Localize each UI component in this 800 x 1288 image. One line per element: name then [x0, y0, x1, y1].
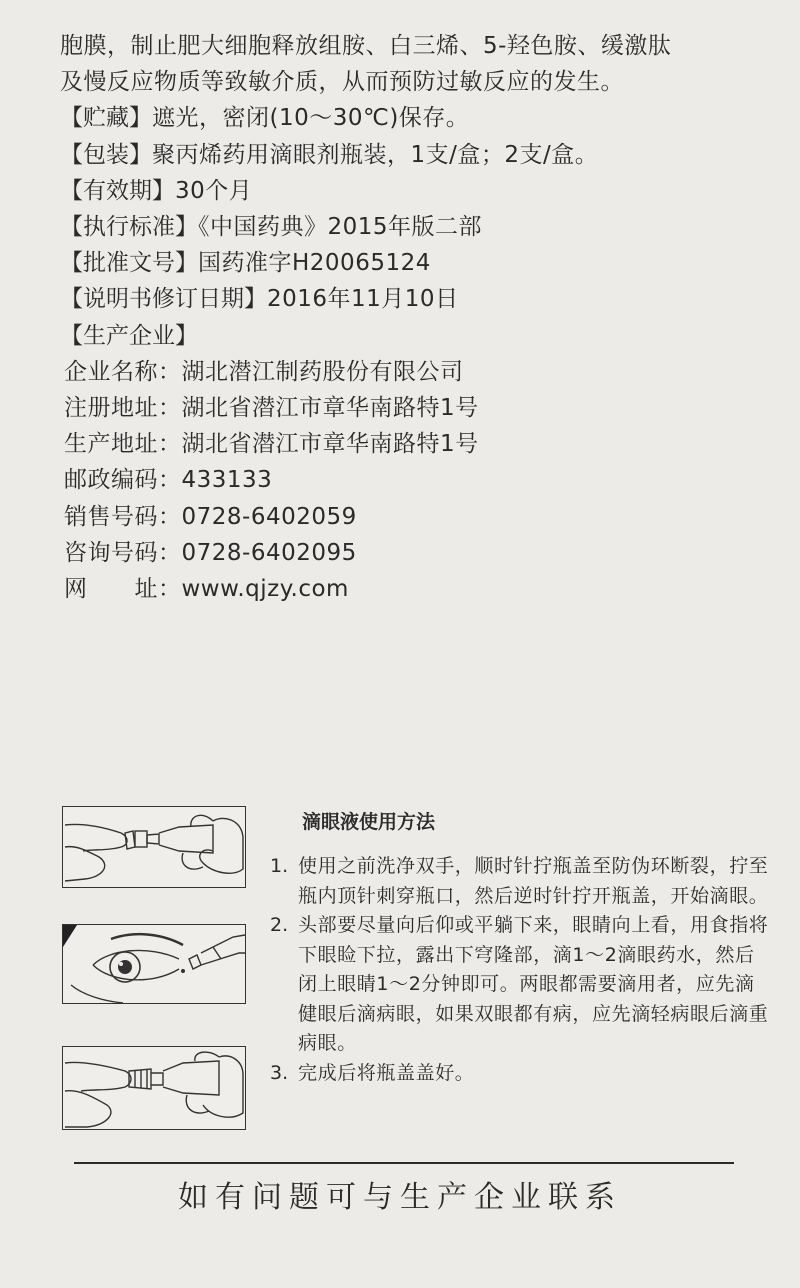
company-value: 0728-6402095	[181, 539, 357, 566]
section-storage	[60, 100, 780, 136]
section-label: 【包装】	[60, 141, 152, 168]
company-row: 生产地址：湖北省潜江市章华南路特1号	[64, 431, 479, 458]
section-label: 【生产企业】	[60, 322, 198, 349]
company-label: 销售号码	[64, 503, 158, 530]
illustration-apply-drop	[62, 924, 246, 1004]
section-value: 聚丙烯药用滴眼剂瓶装，1支/盒；2支/盒。	[152, 141, 599, 168]
divider	[74, 1162, 734, 1164]
company-row: 咨询号码：0728-6402095	[64, 539, 357, 566]
company-row: 网 址：www.qjzy.com	[64, 576, 349, 603]
step-text: 头部要尽量向后仰或平躺下来，眼睛向上看，用食指将下眼睑下拉，露出下穹隆部，滴1～2滴眼药水，然后闭上眼睛1～2分钟即可。两眼都需要滴用者，应先滴健眼后滴病眼，如果双眼都有病，应先滴轻病眼后滴重病眼。	[298, 914, 769, 1054]
step-number: 2.	[270, 914, 289, 936]
company-value: 433133	[181, 467, 273, 494]
section-label: 【有效期】	[60, 177, 175, 204]
company-label: 生产地址	[64, 431, 158, 458]
company-value: 湖北省潜江市章华南路特1号	[181, 431, 479, 458]
section-label: 【贮藏】	[60, 105, 152, 132]
section-value: 2016年11月10日	[267, 286, 459, 313]
illustration-open-cap	[62, 806, 246, 888]
step-number: 1.	[270, 855, 289, 877]
section-label: 【批准文号】	[60, 250, 198, 277]
section-validity	[60, 173, 780, 209]
company-row: 企业名称：湖北潜江制药股份有限公司	[64, 358, 464, 385]
instructions-text-block	[60, 28, 780, 607]
footer-contact-note: 如有问题可与生产企业联系	[178, 1180, 622, 1215]
step-text: 使用之前洗净双手，顺时针拧瓶盖至防伪环断裂，拧至瓶内顶针刺穿瓶口，然后逆时针拧开瓶盖，开始滴眼。	[298, 855, 769, 907]
section-manufacturer	[60, 318, 780, 354]
section-standard	[60, 209, 780, 245]
section-value: 《中国药典》2015年版二部	[198, 214, 483, 241]
section-revision-date	[60, 281, 780, 317]
section-value: 30个月	[175, 177, 253, 204]
usage-step	[270, 1059, 770, 1089]
company-label: 注册地址	[64, 395, 158, 422]
step-text: 完成后将瓶盖盖好。	[298, 1061, 475, 1084]
intro-line: 胞膜，制止肥大细胞释放组胺、白三烯、5-羟色胺、缓激肽	[60, 33, 672, 59]
section-label: 【执行标准】	[60, 214, 198, 241]
company-value: www.qjzy.com	[181, 576, 349, 603]
section-approval	[60, 245, 780, 281]
intro-line: 及慢反应物质等致敏介质，从而预防过敏反应的发生。	[60, 69, 624, 96]
company-label: 企业名称	[64, 358, 158, 385]
usage-step	[270, 911, 770, 1059]
company-label: 咨询号码	[64, 539, 158, 566]
company-value: 湖北潜江制药股份有限公司	[181, 358, 464, 385]
usage-step	[270, 852, 770, 911]
usage-title: 滴眼液使用方法	[302, 811, 436, 833]
company-row: 销售号码：0728-6402059	[64, 503, 357, 530]
step-number: 3.	[270, 1061, 289, 1084]
section-value: 国药准字H20065124	[198, 250, 431, 277]
section-label: 【说明书修订日期】	[60, 286, 267, 313]
company-row: 邮政编码：433133	[64, 467, 273, 494]
section-package	[60, 137, 780, 173]
company-row: 注册地址：湖北省潜江市章华南路特1号	[64, 395, 479, 422]
section-value: 遮光，密闭(10～30℃)保存。	[152, 105, 470, 132]
company-label: 网 址	[64, 576, 158, 603]
company-value: 0728-6402059	[181, 503, 357, 530]
illustration-close-cap	[62, 1046, 246, 1130]
usage-instructions	[270, 806, 770, 1088]
company-value: 湖北省潜江市章华南路特1号	[181, 395, 479, 422]
company-label: 邮政编码	[64, 467, 158, 494]
